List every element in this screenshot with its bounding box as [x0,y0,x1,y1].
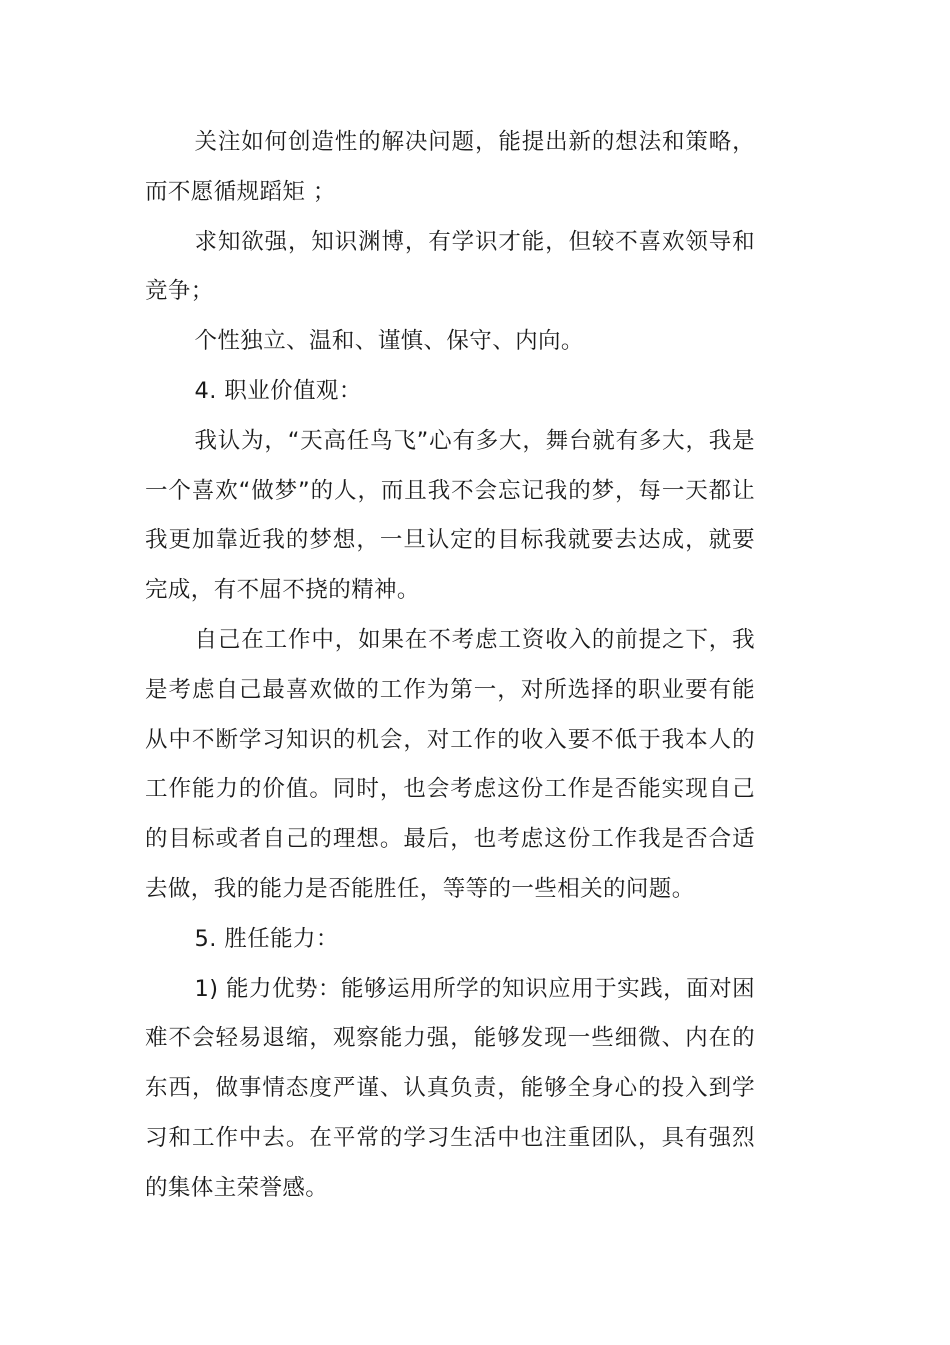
paragraph-creative-problem-solving: 关注如何创造性的解决问题，能提出新的想法和策略，而不愿循规蹈矩 ； [145,129,755,205]
heading-competency: 5. 胜任能力： [194,925,339,952]
heading-career-values: 4. 职业价值观： [194,377,362,404]
paragraph-ability-strengths: 1) 能力优势：能够运用所学的知识应用于实践，面对困难不会轻易退缩，观察能力强，能够发现一些细微、内在的东西，做事情态度严谨、认真负责，能够全身心的投入到学习和工作中去。在平常的学习生活中也注重团队，具有强烈的集体主荣誉感。 [145,975,755,1201]
paragraph-curiosity: 求知欲强，知识渊博，有学识才能，但较不喜欢领导和竞争； [145,228,755,305]
paragraph-personality: 个性独立、温和、谨慎、保守、内向。 [194,328,584,355]
paragraph-work-considerations: 自己在工作中，如果在不考虑工资收入的前提之下，我是考虑自己最喜欢做的工作为第一，对所选择的职业要有能从中不断学习知识的机会，对工作的收入要不低于我本人的工作能力的价值。同时，也会考虑这份工作是否能实现自己的目标或者自己的理想。最后，也考虑这份工作我是否合适去做，我的能力是否能胜任，等等的一些相关的问题。 [145,626,755,902]
document-page [145,118,755,1214]
paragraph-dreams: 我认为，“天高任鸟飞”心有多大，舞台就有多大，我是一个喜欢“做梦”的人，而且我不会忘记我的梦，每一天都让我更加靠近我的梦想，一旦认定的目标我就要去达成，就要完成，有不屈不挠的精神。 [145,427,755,604]
